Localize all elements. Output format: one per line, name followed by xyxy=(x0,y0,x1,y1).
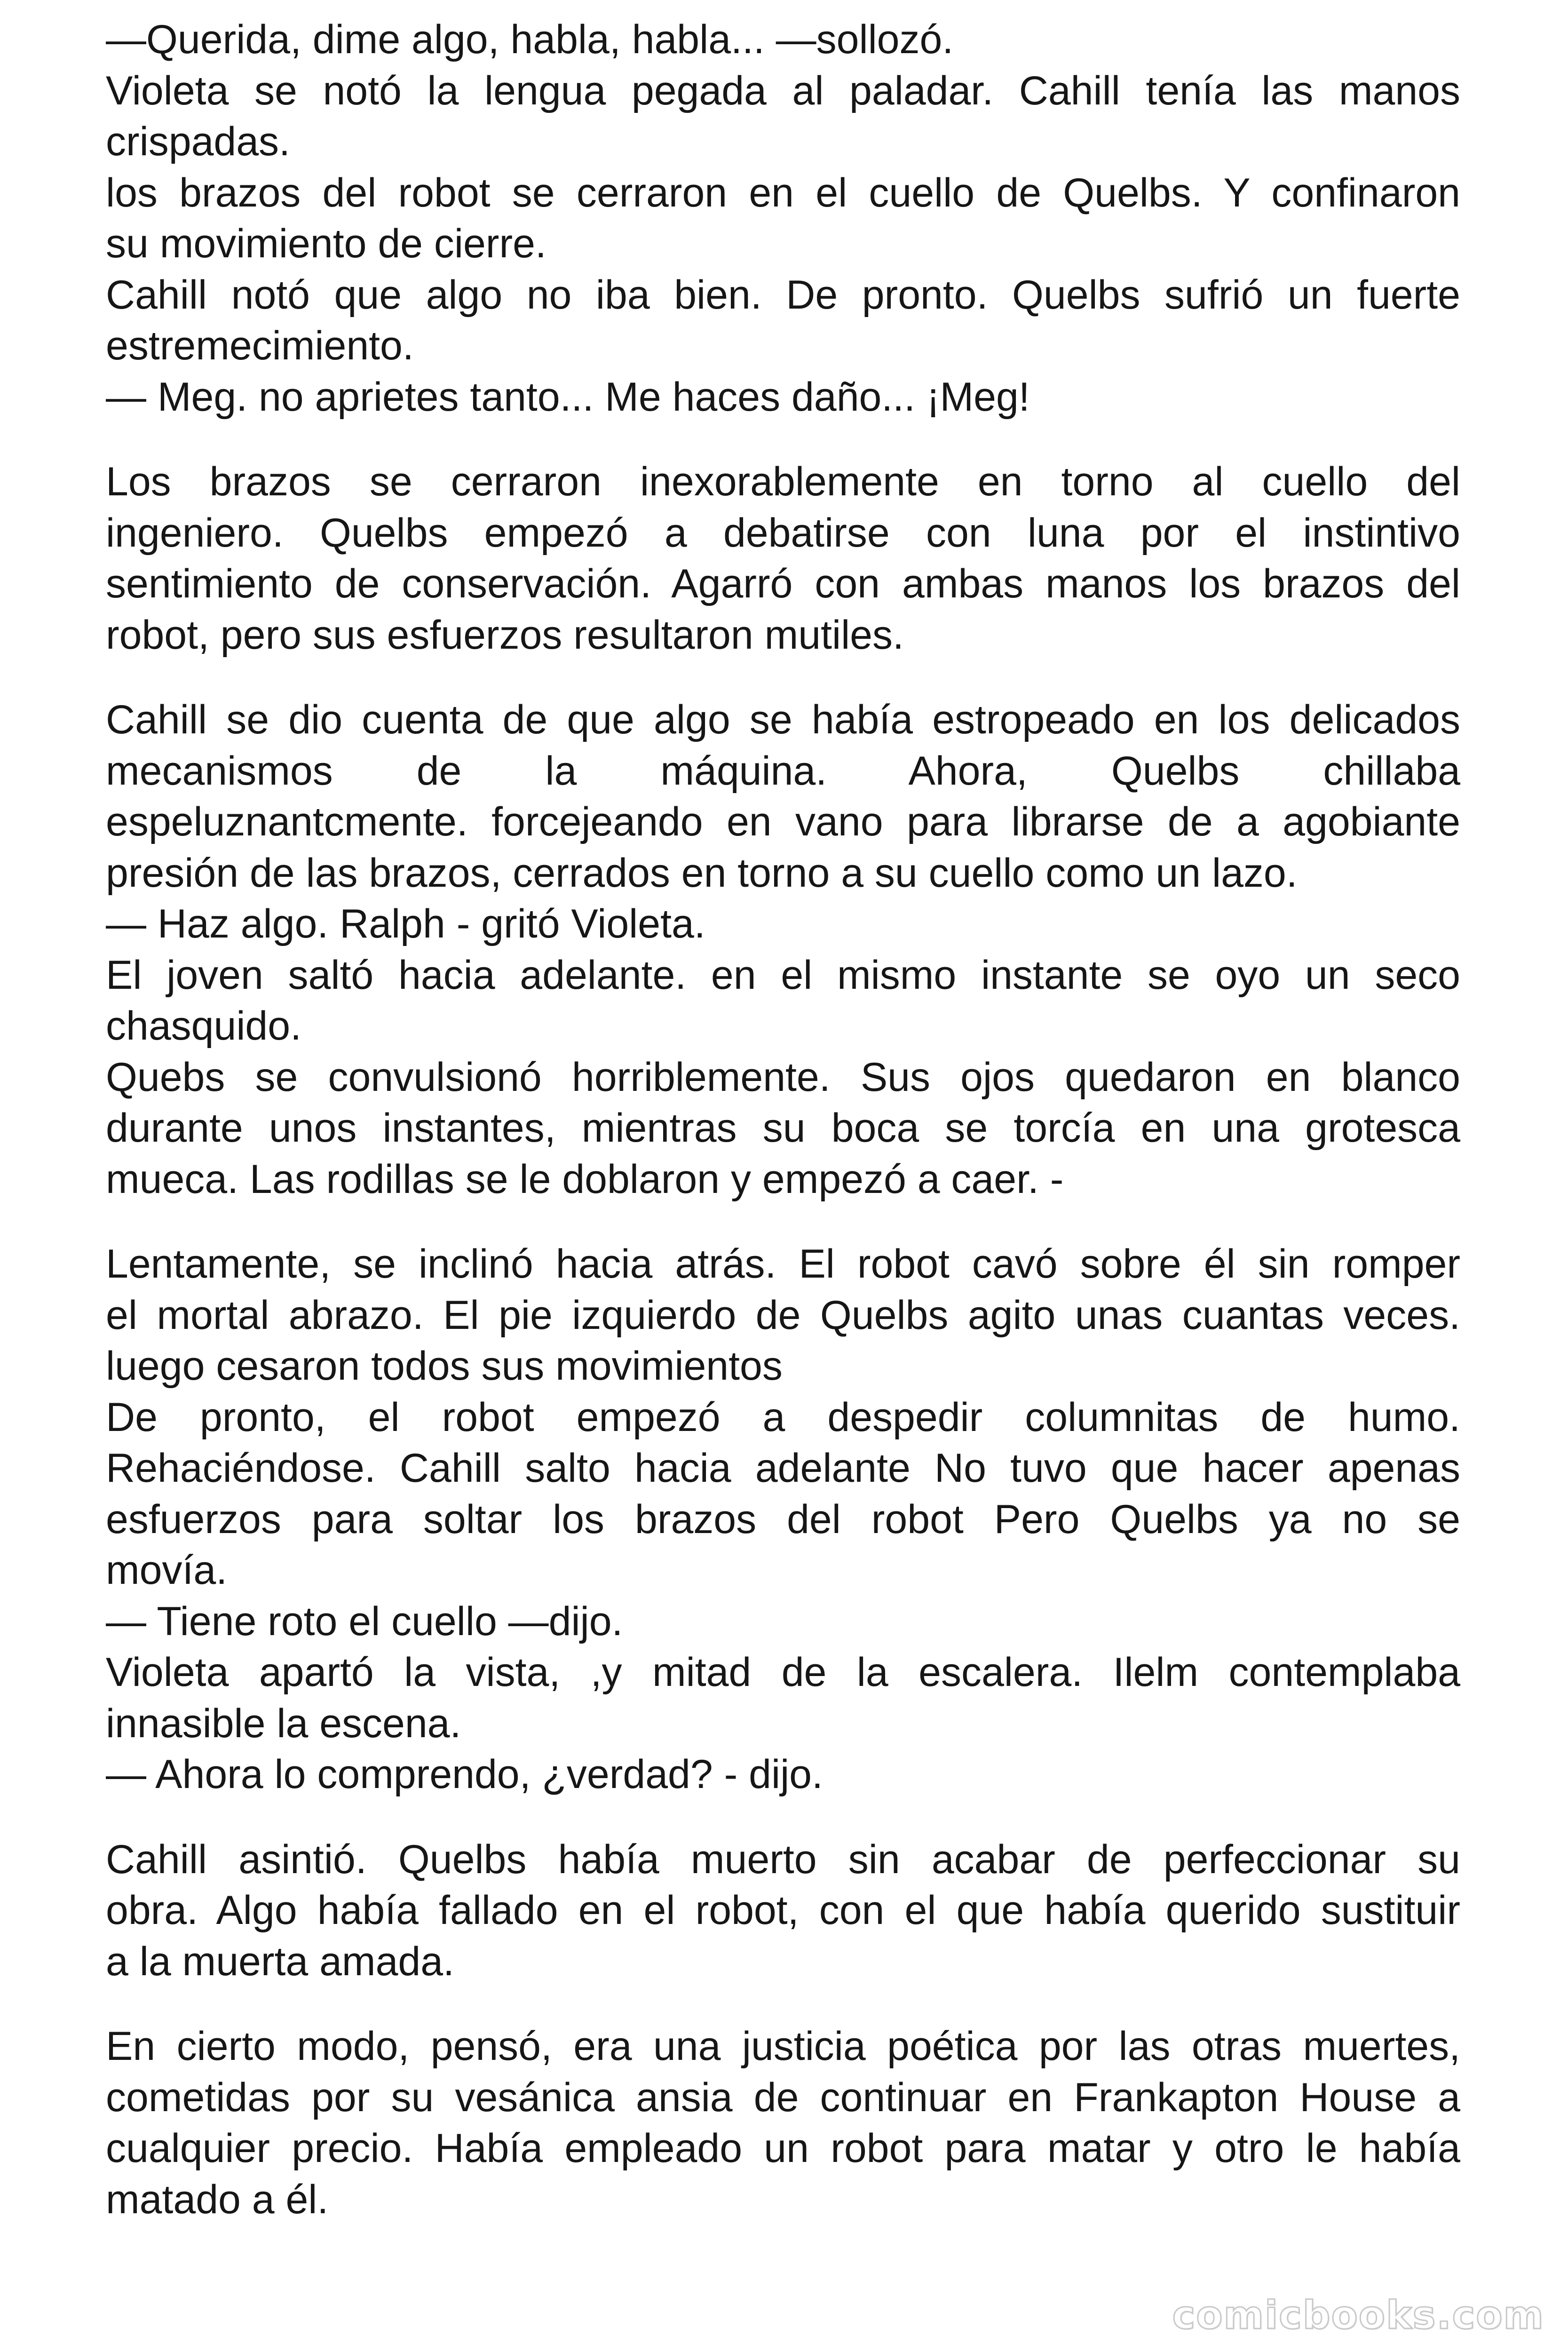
paragraph xyxy=(106,1834,1460,1987)
paragraph-gap xyxy=(106,1987,1460,2021)
text-line: crispadas. xyxy=(106,119,290,164)
paragraph xyxy=(106,167,1460,270)
text-line: presión de las brazos, cerrados en torno a su cuello como un lazo. xyxy=(106,850,1298,896)
paragraph xyxy=(106,372,1460,423)
paragraph xyxy=(106,1596,1460,1647)
text-line: a la muerta amada. xyxy=(106,1939,454,1984)
text-line: Cahill notó que algo no iba bien. De pronto. Quelbs sufrió un fuerte xyxy=(106,272,1460,318)
text-line: esfuerzos para soltar los brazos del robot Pero Quelbs ya no se xyxy=(106,1496,1460,1542)
text-line: ingeniero. Quelbs empezó a debatirse con luna por el instintivo xyxy=(106,510,1460,556)
paragraph xyxy=(106,1052,1460,1205)
text-line: robot, pero sus esfuerzos resultaron mutiles. xyxy=(106,612,904,658)
paragraph-gap xyxy=(106,660,1460,694)
paragraph xyxy=(106,1392,1460,1596)
text-line: luego cesaron todos sus movimientos xyxy=(106,1343,783,1389)
text-line: mueca. Las rodillas se le doblaron y empezó a caer. - xyxy=(106,1156,1064,1202)
paragraph xyxy=(106,65,1460,167)
text-line: — Ahora lo comprendo, ¿verdad? - dijo. xyxy=(106,1752,823,1797)
paragraph xyxy=(106,950,1460,1052)
paragraph xyxy=(106,456,1460,660)
text-line: mecanismos de la máquina. Ahora, Quelbs chillaba xyxy=(106,748,1460,794)
text-line: estremecimiento. xyxy=(106,323,414,368)
text-line: chasquido. xyxy=(106,1003,301,1049)
text-line: el mortal abrazo. El pie izquierdo de Quelbs agito unas cuantas veces. xyxy=(106,1292,1460,1338)
paragraph xyxy=(106,898,1460,950)
text-line: cometidas por su vesánica ansia de continuar en Frankapton House a xyxy=(106,2074,1460,2120)
text-line: obra. Algo había fallado en el robot, con el que había querido sustituir xyxy=(106,1888,1460,1933)
text-line: De pronto, el robot empezó a despedir columnitas de humo. xyxy=(106,1394,1460,1440)
text-line: — Meg. no aprietes tanto... Me haces daño... ¡Meg! xyxy=(106,374,1030,420)
watermark: comicbooks.com xyxy=(1172,2293,1544,2338)
text-line: los brazos del robot se cerraron en el cuello de Quelbs. Y confinaron xyxy=(106,170,1460,215)
text-line: innasible la escena. xyxy=(106,1700,461,1746)
text-line: movía. xyxy=(106,1548,228,1593)
text-line: Violeta apartó la vista, ,y mitad de la escalera. Ilelm contemplaba xyxy=(106,1650,1460,1695)
text-line: El joven saltó hacia adelante. en el mismo instante se oyo un seco xyxy=(106,952,1460,998)
paragraph-gap xyxy=(106,1205,1460,1239)
paragraph xyxy=(106,694,1460,898)
text-line: — Haz algo. Ralph - gritó Violeta. xyxy=(106,901,705,946)
paragraph xyxy=(106,2021,1460,2225)
text-line: Los brazos se cerraron inexorablemente en torno al cuello del xyxy=(106,459,1460,504)
text-line: cualquier precio. Había empleado un robot para matar y otro le había xyxy=(106,2126,1460,2171)
text-line: Lentamente, se inclinó hacia atrás. El robot cavó sobre él sin romper xyxy=(106,1241,1460,1287)
text-line: — Tiene roto el cuello —dijo. xyxy=(106,1598,623,1644)
paragraph-gap xyxy=(106,1800,1460,1834)
paragraph-gap xyxy=(106,422,1460,456)
text-line: Quebs se convulsionó horriblemente. Sus ojos quedaron en blanco xyxy=(106,1054,1460,1100)
text-line: sentimiento de conservación. Agarró con ambas manos los brazos del xyxy=(106,561,1460,606)
text-line: —Querida, dime algo, habla, habla... —sollozó. xyxy=(106,17,954,62)
text-line: Cahill se dio cuenta de que algo se había estropeado en los delicados xyxy=(106,697,1460,742)
body-text xyxy=(106,14,1460,2225)
paragraph xyxy=(106,14,1460,65)
text-line: Rehaciéndose. Cahill salto hacia adelante No tuvo que hacer apenas xyxy=(106,1446,1460,1491)
paragraph xyxy=(106,1749,1460,1800)
text-line: matado a él. xyxy=(106,2177,329,2222)
text-line: su movimiento de cierre. xyxy=(106,221,546,266)
text-line: Violeta se notó la lengua pegada al paladar. Cahill tenía las manos xyxy=(106,68,1460,113)
text-line: durante unos instantes, mientras su boca se torcía en una grotesca xyxy=(106,1105,1460,1151)
paragraph xyxy=(106,1239,1460,1392)
paragraph xyxy=(106,1647,1460,1749)
text-line: En cierto modo, pensó, era una justicia poética por las otras muertes, xyxy=(106,2024,1460,2069)
text-line: Cahill asintió. Quelbs había muerto sin acabar de perfeccionar su xyxy=(106,1836,1460,1882)
text-line: espeluznantcmente. forcejeando en vano para librarse de a agobiante xyxy=(106,799,1460,844)
paragraph xyxy=(106,270,1460,372)
